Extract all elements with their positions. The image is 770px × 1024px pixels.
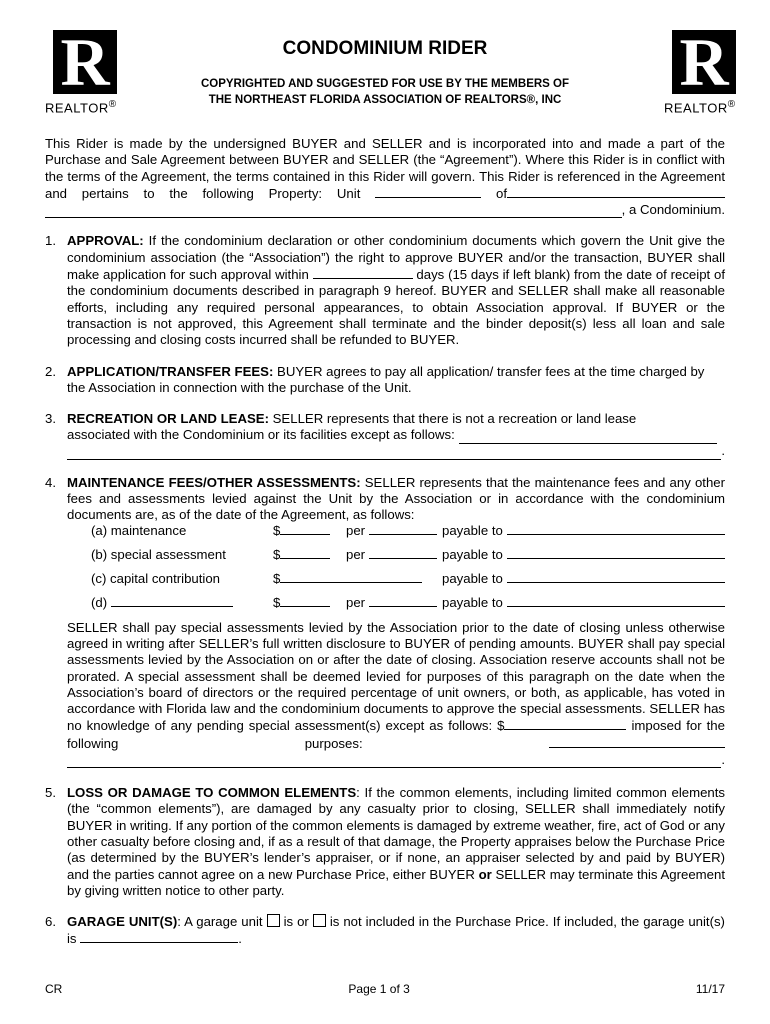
section-loss-damage: [45, 785, 725, 899]
amount-field[interactable]: [280, 594, 330, 607]
section-number: 1.: [45, 233, 56, 249]
lease-line-2: [67, 427, 725, 443]
payee-field[interactable]: [507, 546, 725, 559]
payable-label: payable to: [442, 523, 503, 539]
loss-damage-text-b: SELLER may terminate this Agreement by giving written notice to other party.: [67, 866, 725, 898]
section-heading: APPROVAL:: [67, 233, 144, 249]
garage-unit-field[interactable]: [80, 930, 238, 943]
garage-end: .: [238, 931, 242, 947]
payable-label: payable to: [442, 547, 503, 563]
per-label: per: [346, 547, 366, 563]
fee-row-capital: [67, 564, 725, 588]
section-fees: [45, 364, 725, 397]
logo-word: REALTOR: [45, 100, 109, 116]
assessment-purpose-field-2[interactable]: [67, 755, 721, 768]
section-approval: [45, 233, 725, 348]
intro-paragraph: [45, 136, 725, 202]
section-heading: APPLICATION/TRANSFER FEES:: [67, 363, 274, 379]
amount-field[interactable]: [280, 546, 330, 559]
assessment-purpose-line-2: [67, 752, 725, 768]
or-emphasis: or: [478, 866, 492, 882]
logo-word: REALTOR: [664, 100, 728, 116]
section-heading: GARAGE UNIT(S): [67, 914, 178, 930]
section-number: 4.: [45, 474, 56, 490]
loss-damage-text: [67, 785, 725, 899]
logo-reg: ®: [727, 99, 736, 110]
logo-letter: R: [60, 24, 110, 100]
fee-label: (b) special assessment: [91, 547, 226, 563]
payable-label: payable to: [442, 571, 503, 587]
amount-field[interactable]: [280, 570, 422, 583]
lease-exception-field[interactable]: [459, 431, 717, 444]
assessment-end: .: [721, 751, 725, 767]
payee-field[interactable]: [507, 570, 725, 583]
intro-of: of: [495, 185, 507, 201]
fees-text: [67, 364, 725, 397]
payee-field[interactable]: [507, 522, 725, 535]
fee-label: (a) maintenance: [91, 523, 187, 539]
condominium-name-field[interactable]: [45, 205, 622, 218]
lease-line-1: [67, 411, 725, 427]
fee-row-other: [67, 588, 725, 612]
special-assessments-body: SELLER shall pay special assessments levied by the Association prior to the date of closing unless otherwise agreed in writing after SELLER’s full written disclosure to BUYER of pending amounts. BUYER shall pay special assessments levied by the Association on or after the date of closing. Association reserve accounts shall not be prorated. A special assessment shall be deemed levied for purposes of this paragraph on the date when the Association’s board of directors or the required percentage of unit owners, or both, as applicable, has voted in accordance with Florida law and the condominium documents to approve the special assessments. SELLER has no knowledge of any pending special assessment(s): [67, 619, 725, 734]
page-footer: [45, 982, 725, 996]
dollar-sign: $: [273, 523, 281, 539]
section-number: 3.: [45, 411, 56, 427]
unit-field[interactable]: [375, 185, 481, 198]
amount-field[interactable]: [280, 522, 330, 535]
lease-end: .: [721, 443, 725, 459]
section-heading: RECREATION OR LAND LEASE:: [67, 411, 269, 427]
section-garage: [45, 914, 725, 948]
period-field[interactable]: [369, 594, 437, 607]
garage-not-included-checkbox[interactable]: [313, 914, 326, 927]
assessments-intro: [67, 475, 725, 524]
per-label: per: [346, 523, 366, 539]
loss-damage-text-a: : If the common elements, including limited common elements (the “common elements”), are damaged by any casualty prior to closing, SELLER shall immediately notify BUYER in writing. If any portion of the common elements is damaged by extreme weather, fire, act of God or any other casualty before closing and, if as a result of that damage, the Property appraises below the Purchase Price (as determined by the BUYER’s lender’s appraiser, or if none, an appraiser selected by and paid by BUYER) and the parties cannot agree on a new Purchase Price, either BUYER: [67, 785, 725, 882]
section-number: 2.: [45, 363, 56, 379]
dollar-sign: $: [273, 571, 281, 587]
dollar-sign: $: [273, 547, 281, 563]
fee-label: (d): [91, 595, 108, 611]
lease-text-b: associated with the Condominium or its facilities except as follows:: [67, 427, 455, 443]
dollar-sign: $: [273, 595, 281, 611]
period-field[interactable]: [369, 522, 437, 535]
other-fee-name-field[interactable]: [111, 594, 233, 607]
section-heading: MAINTENANCE FEES/OTHER ASSESSMENTS:: [67, 474, 361, 490]
section-number: 5.: [45, 785, 56, 801]
form-date: 11/17: [695, 982, 725, 996]
intro-end: , a Condominium.: [621, 202, 725, 218]
section-number: 6.: [45, 914, 56, 930]
intro-last-line: [45, 202, 725, 218]
approval-text: [67, 233, 725, 348]
property-field[interactable]: [507, 185, 725, 198]
form-code: CR: [45, 982, 63, 996]
copyright-line-1: COPYRIGHTED AND SUGGESTED FOR USE BY THE MEMBERS OF: [200, 78, 570, 90]
garage-text-b: is not included in the Purchase Price. If included, the garage unit(s) is: [67, 914, 725, 947]
garage-included-checkbox[interactable]: [267, 914, 280, 927]
copyright-notice: [0, 76, 770, 108]
payable-label: payable to: [442, 595, 503, 611]
fees-body: BUYER agrees to pay all application/ transfer fees at the time charged by the Association in connection with the purchase of the Unit.: [67, 363, 705, 395]
garage-text-a: : A garage unit: [177, 914, 263, 930]
assessment-purpose-field[interactable]: [549, 735, 725, 748]
lease-exception-field-2[interactable]: [67, 447, 721, 460]
assessment-amount-field[interactable]: [504, 717, 626, 730]
except-label: except as follows: $: [385, 718, 505, 734]
section-heading: LOSS OR DAMAGE TO COMMON ELEMENTS: [67, 785, 357, 801]
special-assessments-text: [67, 620, 725, 752]
lease-text-a: SELLER represents that there is not a recreation or land lease: [272, 411, 637, 427]
approval-text-a: If the condominium declaration or other condominium documents which govern the Unit give the condominium association (the “Association”) the right to approve BUYER and/or the transaction, BUYER shall make application for such approval within: [67, 233, 725, 283]
payee-field[interactable]: [507, 594, 725, 607]
fee-row-special: [67, 540, 725, 564]
logo-letter: R: [679, 24, 729, 100]
approval-text-b: days (15 days if left blank) from the date of receipt of the condominium documents described in paragraph 9 hereof. BUYER and SELLER shall make all reasonable efforts, including any required personal appearances, to obtain Association approval. If BUYER or the transaction is not approved, this Agreement shall terminate and the binder deposit(s) less all loan and sale processing and closing costs incurred shall be refunded to BUYER.: [67, 267, 725, 348]
period-field[interactable]: [369, 546, 437, 559]
garage-text: [67, 914, 725, 948]
copyright-line-2: THE NORTHEAST FLORIDA ASSOCIATION OF REALTORS®, INC: [208, 94, 562, 106]
garage-is-or: is or: [283, 914, 309, 930]
rider-body: [45, 136, 725, 948]
fee-row-maintenance: [67, 524, 725, 540]
intro-text: This Rider is made by the undersigned BUYER and SELLER and is incorporated into and made a part of the Purchase and Sale Agreement between BUYER and SELLER (the “Agreement”). Where this Rider is in conflict with the terms of the Agreement, the terms contained in this Rider will govern. This Rider is referenced in the Agreement and pertains to the following Property: Unit: [45, 136, 725, 201]
lease-line-3: [67, 444, 725, 460]
assessments-text: SELLER represents that the maintenance fees and any other fees and assessments levied against the Unit by the Association or in accordance with the condominium documents are, as of the date of the Agreement, as follows:: [67, 474, 726, 523]
page-title: CONDOMINIUM RIDER: [282, 38, 488, 59]
page-number: Page 1 of 3: [348, 982, 410, 996]
imposed-label: imposed for the following purposes:: [67, 718, 725, 751]
section-lease: [45, 411, 725, 460]
fee-label: (c) capital contribution: [91, 571, 221, 587]
per-label: per: [346, 595, 366, 611]
logo-reg: ®: [108, 99, 117, 110]
approval-days-field[interactable]: [313, 266, 413, 279]
section-assessments: [45, 475, 725, 768]
